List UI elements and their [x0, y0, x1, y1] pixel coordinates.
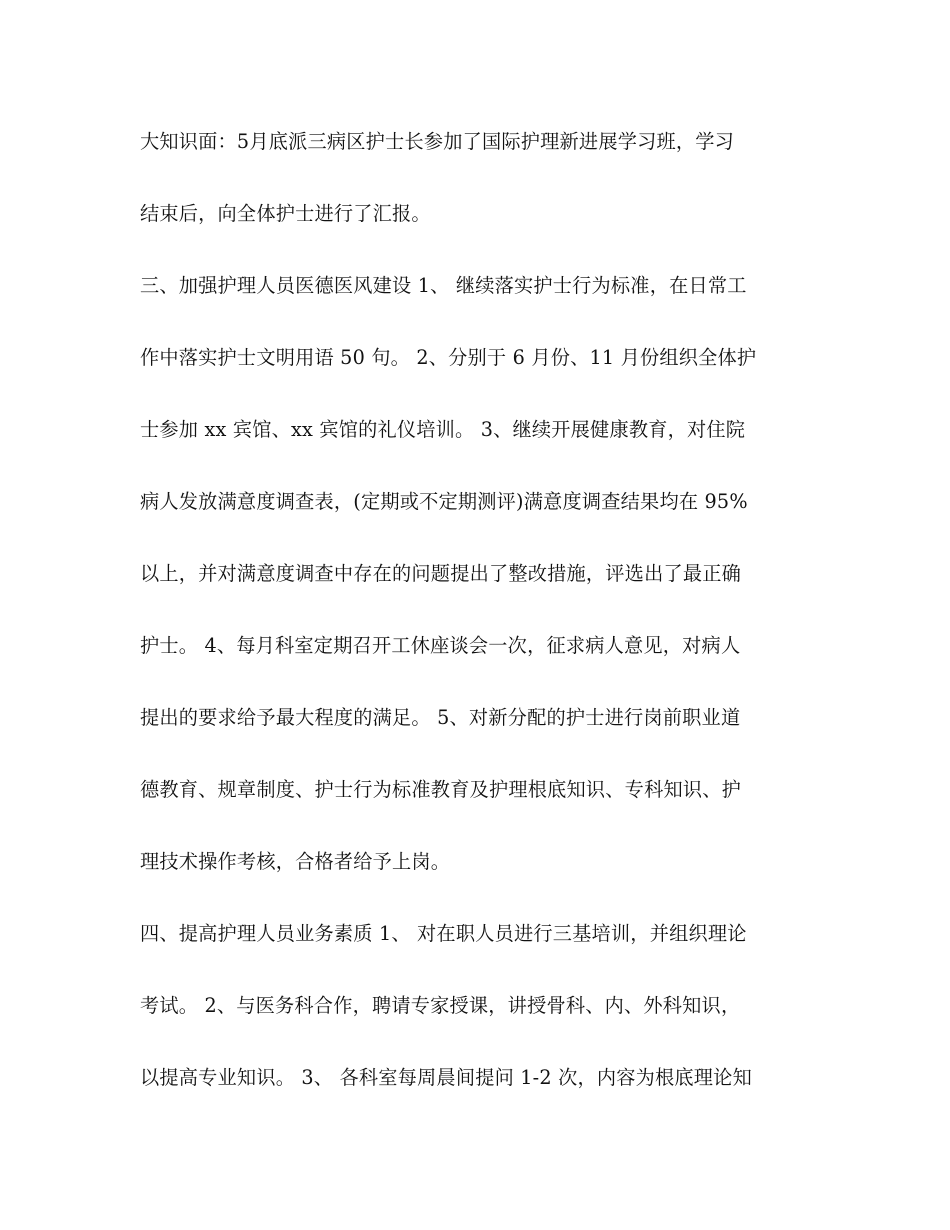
document-body [140, 122, 820, 1130]
text-line-10: 德教育、规章制度、护士行为标准教育及护理根底知识、专科知识、护 [140, 778, 742, 801]
text-line-14: 以提高专业知识。 3、 各科室每周晨间提问 1-2 次，内容为根底理论知 [140, 1066, 752, 1089]
text-line-7: 以上，并对满意度调查中存在的问题提出了整改措施，评选出了最正确 [140, 562, 742, 585]
text-line-13: 考试。 2、与医务科合作，聘请专家授课，讲授骨科、内、外科知识， [140, 994, 741, 1017]
text-line-5: 士参加 xx 宾馆、xx 宾馆的礼仪培训。 3、继续开展健康教育，对住院 [140, 418, 746, 441]
text-line-4: 作中落实护士文明用语 50 句。 2、分别于 6 月份、11 月份组织全体护 [140, 346, 757, 369]
text-line-8: 护士。 4、每月科室定期召开工休座谈会一次，征求病人意见，对病人 [140, 634, 741, 657]
text-line-1: 大知识面：5月底派三病区护士长参加了国际护理新进展学习班，学习 [140, 130, 735, 153]
text-line-9: 提出的要求给予最大程度的满足。 5、对新分配的护士进行岗前职业道 [140, 706, 741, 729]
text-line-6: 病人发放满意度调查表，(定期或不定期测评)满意度调查结果均在 95% [140, 490, 748, 513]
text-line-2: 结束后，向全体护士进行了汇报。 [140, 202, 431, 225]
text-line-3: 三、加强护理人员医德医风建设 1、 继续落实护士行为标准，在日常工 [140, 274, 747, 297]
text-line-12: 四、提高护理人员业务素质 1、 对在职人员进行三基培训，并组织理论 [140, 922, 747, 945]
text-line-11: 理技术操作考核，合格者给予上岗。 [140, 850, 451, 873]
